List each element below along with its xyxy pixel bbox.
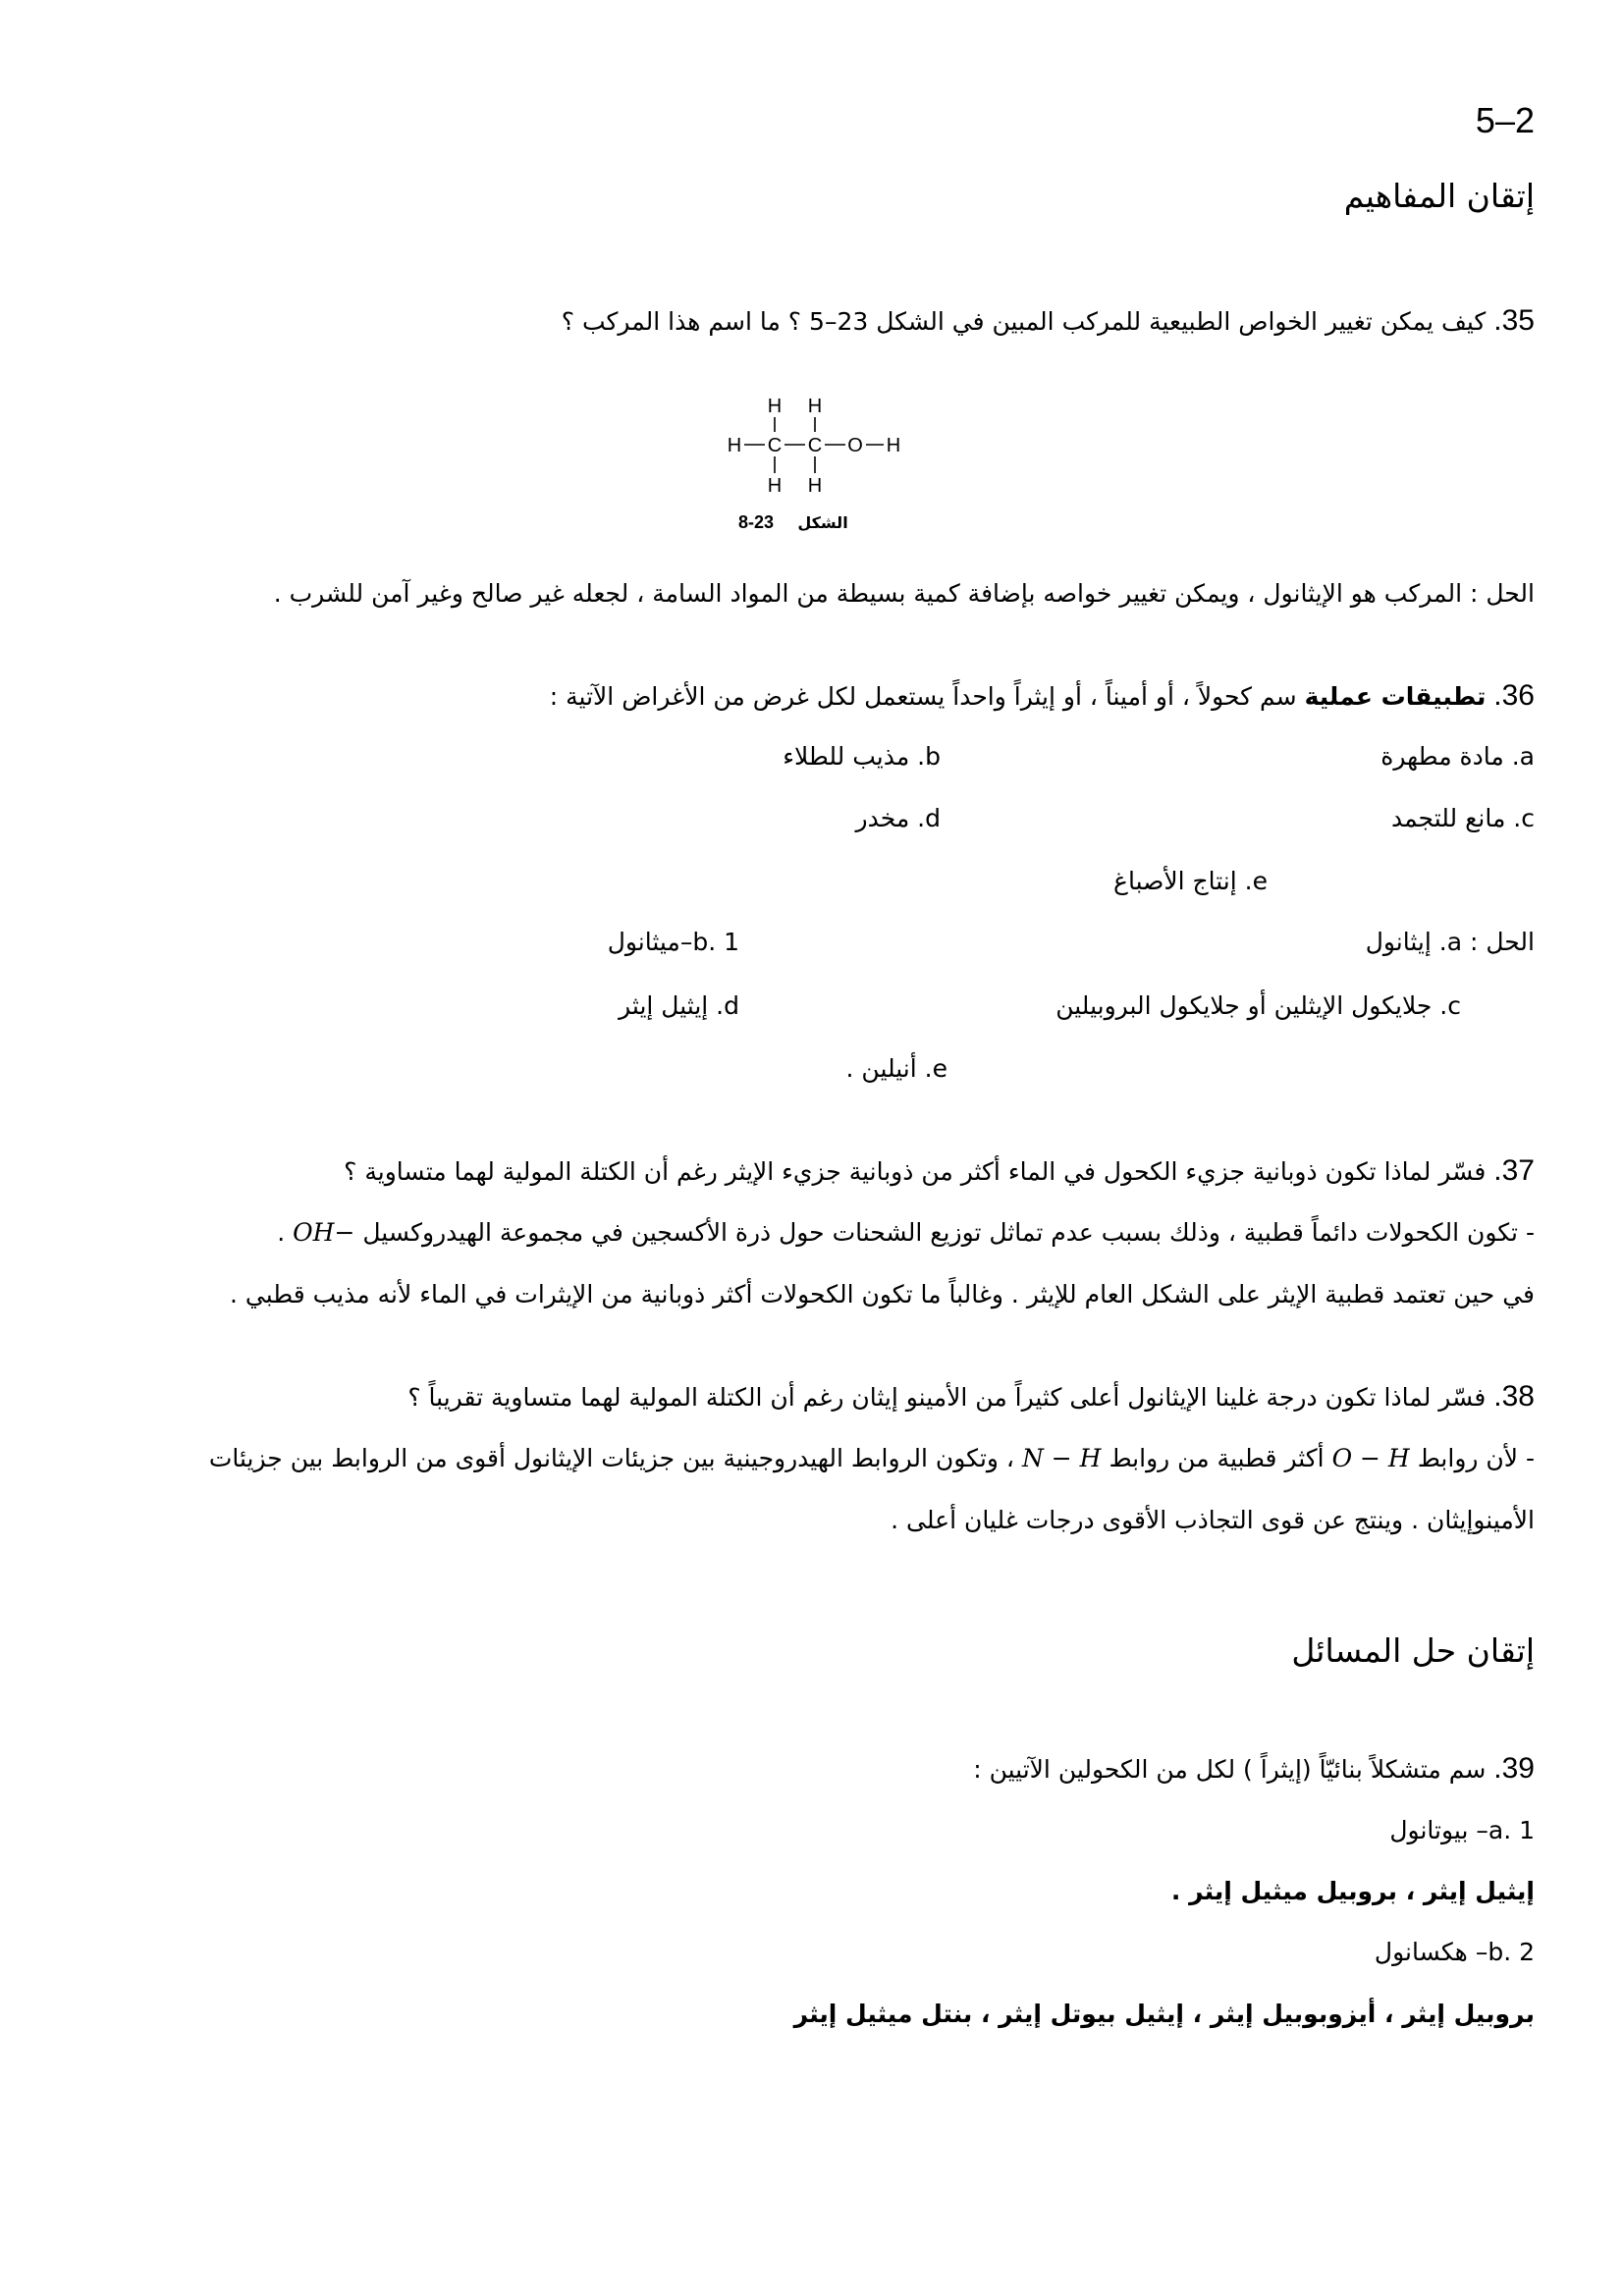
item-39-a: a. 1– بيوتانول [1389, 1816, 1535, 1844]
atom-h-top-right: H [807, 396, 823, 417]
atom-h-bottom-right: H [807, 475, 823, 497]
answer-37-line-2: في حين تعتمد قطبية الإيثر على الشكل العام للإيثر . وغالباً ما تكون الكحولات أكثر ذوبانية من الإيثرات في الماء لأنه مذيب قطبي . [230, 1280, 1535, 1308]
question-36 [550, 679, 1535, 714]
question-number: 35. [1493, 304, 1535, 337]
atom-c-2: C [807, 435, 823, 456]
nh-bond-formula: N − H [1021, 1444, 1102, 1472]
question-35 [562, 304, 1535, 339]
question-number: 37. [1493, 1154, 1535, 1187]
section-number: 5–2 [1475, 100, 1535, 140]
oh-bond-formula: O − H [1331, 1444, 1410, 1472]
answer-text: ، وتكون الروابط الهيدروجينية بين جزيئات الإيثانول أقوى من الروابط بين جزيئات [208, 1444, 1015, 1472]
answer-39-b: بروبيل إيثر ، أيزوبوبيل إيثر ، إيثيل بيوتل إيثر ، بنتل ميثيل إيثر [793, 2000, 1535, 2028]
answer-text: - لأن روابط [1417, 1444, 1535, 1472]
figure-caption-label: الشكل [797, 513, 848, 532]
answer-38-line-1 [209, 1442, 1535, 1475]
ethanol-structure-figure [707, 391, 923, 538]
question-text: فسّر لماذا تكون درجة غلينا الإيثانول أعلى كثيراً من الأمينو إيثان رغم أن الكتلة المولية لهما متساوية تقريباً ؟ [407, 1383, 1487, 1412]
question-bold-prefix: تطبيقات عملية [1304, 682, 1487, 711]
answer-35: الحل : المركب هو الإيثانول ، ويمكن تغيير خواصه بإضافة كمية بسيطة من المواد السامة ، لجعله غير صالح وغير آمن للشرب . [273, 579, 1535, 608]
answer-38-line-2: الأمينوإيثان . وينتج عن قوى التجاذب الأقوى درجات غليان أعلى . [891, 1506, 1535, 1534]
answer-text: - تكون الكحولات دائماً قطبية ، وذلك بسبب عدم تماثل توزيع الشحنات حول ذرة الأكسجين في مجموعة الهيدروكسيل [362, 1218, 1535, 1247]
option-c: c. مانع للتجمد [1390, 804, 1535, 832]
answer-36-e: e. أنيلين . [845, 1054, 947, 1083]
question-number: 36. [1493, 679, 1535, 712]
option-d: d. مخدر [855, 804, 941, 832]
answer-36-c: c. جلايكول الإيثلين أو جلايكول البروبيلين [1055, 991, 1461, 1020]
answer-36-a: الحل : a. إيثانول [1365, 928, 1535, 956]
atom-h-right: H [886, 435, 901, 456]
atom-h-left: H [727, 435, 742, 456]
item-39-b: b. 2– هكسانول [1374, 1938, 1535, 1966]
question-38 [407, 1380, 1535, 1415]
section-title: إتقان المفاهيم [1343, 177, 1535, 215]
atom-h-bottom-left: H [767, 475, 783, 497]
option-b: b. مذيب للطلاء [783, 742, 941, 771]
question-text: فسّر لماذا تكون ذوبانية جزيء الكحول في الماء أكثر من ذوبانية جزيء الإيثر رغم أن الكتلة المولية لهما متساوية ؟ [344, 1157, 1487, 1186]
question-39 [973, 1752, 1535, 1787]
option-e: e. إنتاج الأصباغ [1113, 867, 1268, 895]
figure-caption-number: 8-23 [737, 512, 775, 532]
answer-36-b: b. 1–ميثانول [607, 928, 739, 956]
answer-39-a: إيثيل إيثر ، بروبيل ميثيل إيثر . [1170, 1877, 1535, 1905]
question-text: سم متشكلاً بنائيّاً (إيثراً ) لكل من الكحولين الآتيين : [973, 1755, 1487, 1784]
atom-c-1: C [767, 435, 783, 456]
option-a: a. مادة مطهرة [1380, 742, 1535, 771]
question-number: 39. [1493, 1752, 1535, 1785]
answer-36-d: d. إيثيل إيثر [619, 991, 739, 1020]
question-number: 38. [1493, 1380, 1535, 1413]
question-text: كيف يمكن تغيير الخواص الطبيعية للمركب المبين في الشكل 23–5 ؟ ما اسم هذا المركب ؟ [561, 307, 1487, 336]
question-37 [344, 1154, 1535, 1189]
answer-text: أكثر قطبية من روابط [1109, 1444, 1325, 1472]
section-2-title: إتقان حل المسائل [1291, 1631, 1535, 1670]
answer-37-line-1: - تكون الكحولات دائماً قطبية ، وذلك بسبب عدم تماثل توزيع الشحنات حول ذرة الأكسجين في مجموعة الهيدروكسيل OH− . [277, 1218, 1535, 1247]
atom-o: O [847, 435, 863, 456]
atom-h-top-left: H [767, 396, 783, 417]
hydroxyl-formula: OH− [293, 1218, 355, 1247]
question-text: سم كحولاً ، أو أميناً ، أو إيثراً واحداً يستعمل لكل غرض من الأغراض الآتية : [549, 682, 1305, 711]
